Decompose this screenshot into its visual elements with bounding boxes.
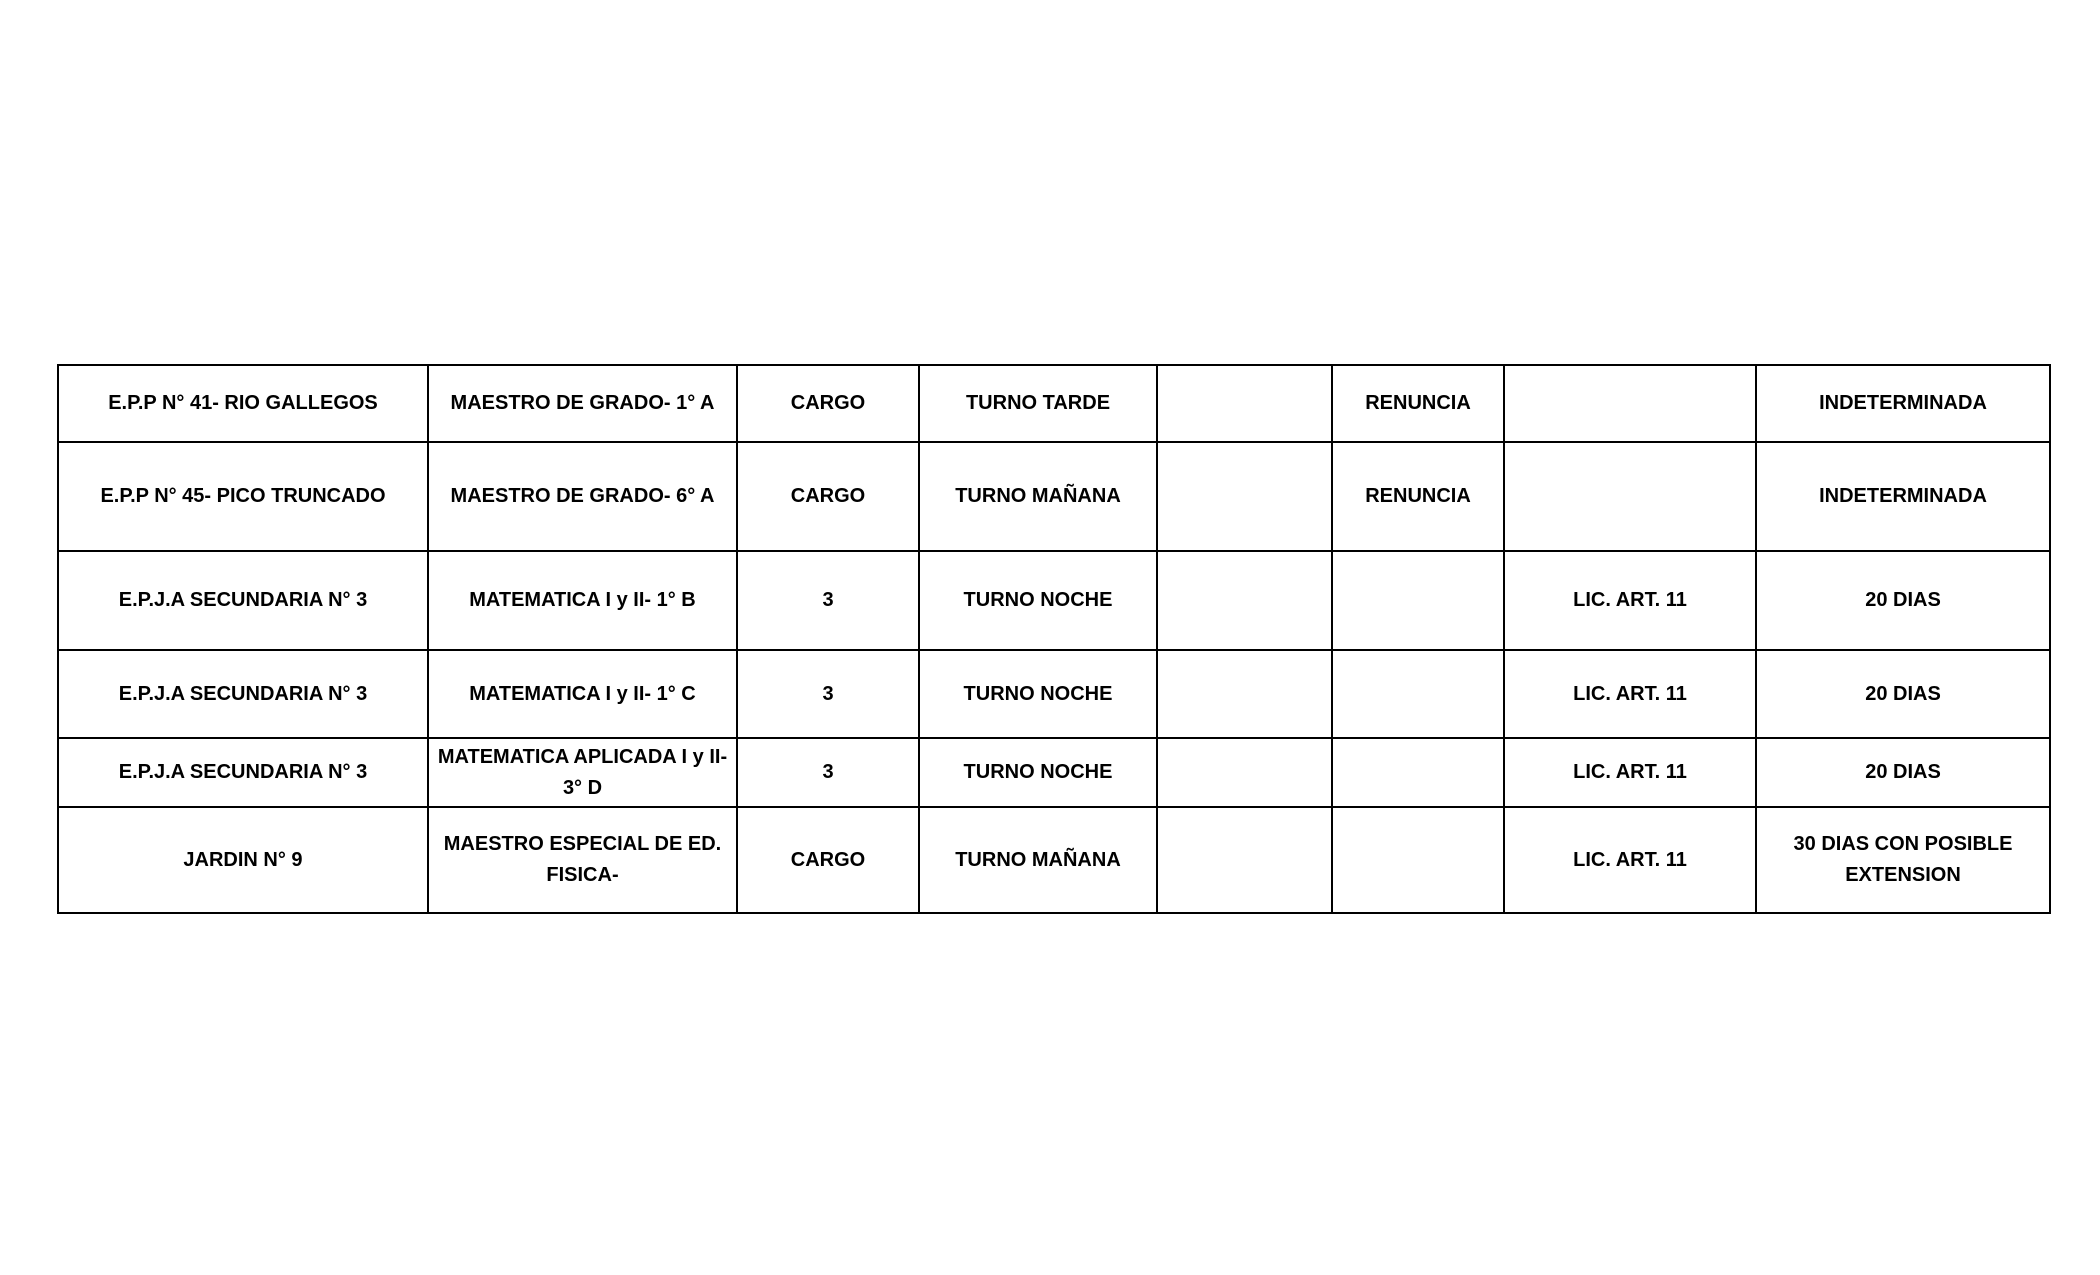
duration-cell: 20 DIAS — [1756, 738, 2050, 807]
table-row — [58, 442, 2050, 551]
leave-cell: LIC. ART. 11 — [1504, 738, 1756, 807]
empty-cell — [1157, 738, 1332, 807]
leave-cell: LIC. ART. 11 — [1504, 551, 1756, 650]
reason-cell — [1332, 551, 1504, 650]
leave-cell: LIC. ART. 11 — [1504, 807, 1756, 913]
reason-cell — [1332, 738, 1504, 807]
leave-cell: LIC. ART. 11 — [1504, 650, 1756, 738]
hours-cell: CARGO — [737, 442, 919, 551]
school-cell: E.P.P N° 41- RIO GALLEGOS — [58, 365, 428, 442]
empty-cell — [1157, 551, 1332, 650]
school-cell: E.P.J.A SECUNDARIA N° 3 — [58, 738, 428, 807]
shift-cell: TURNO MAÑANA — [919, 807, 1157, 913]
empty-cell — [1157, 365, 1332, 442]
leave-cell — [1504, 442, 1756, 551]
position-cell: MATEMATICA I y II- 1° C — [428, 650, 737, 738]
table-row — [58, 807, 2050, 913]
vacancy-table — [57, 364, 2051, 914]
position-cell: MATEMATICA APLICADA I y II- 3° D — [428, 738, 737, 807]
hours-cell: CARGO — [737, 807, 919, 913]
table-row — [58, 738, 2050, 807]
empty-cell — [1157, 650, 1332, 738]
table-row — [58, 551, 2050, 650]
school-cell: JARDIN N° 9 — [58, 807, 428, 913]
school-cell: E.P.J.A SECUNDARIA N° 3 — [58, 650, 428, 738]
position-cell: MATEMATICA I y II- 1° B — [428, 551, 737, 650]
hours-cell: 3 — [737, 551, 919, 650]
reason-cell: RENUNCIA — [1332, 442, 1504, 551]
shift-cell: TURNO NOCHE — [919, 738, 1157, 807]
duration-cell: INDETERMINADA — [1756, 365, 2050, 442]
duration-cell: 20 DIAS — [1756, 551, 2050, 650]
shift-cell: TURNO NOCHE — [919, 551, 1157, 650]
school-cell: E.P.P N° 45- PICO TRUNCADO — [58, 442, 428, 551]
shift-cell: TURNO TARDE — [919, 365, 1157, 442]
position-cell: MAESTRO DE GRADO- 1° A — [428, 365, 737, 442]
empty-cell — [1157, 807, 1332, 913]
shift-cell: TURNO MAÑANA — [919, 442, 1157, 551]
duration-cell: 20 DIAS — [1756, 650, 2050, 738]
empty-cell — [1157, 442, 1332, 551]
duration-cell: 30 DIAS CON POSIBLE EXTENSION — [1756, 807, 2050, 913]
reason-cell — [1332, 807, 1504, 913]
school-cell: E.P.J.A SECUNDARIA N° 3 — [58, 551, 428, 650]
duration-cell: INDETERMINADA — [1756, 442, 2050, 551]
leave-cell — [1504, 365, 1756, 442]
reason-cell: RENUNCIA — [1332, 365, 1504, 442]
position-cell: MAESTRO ESPECIAL DE ED. FISICA- — [428, 807, 737, 913]
shift-cell: TURNO NOCHE — [919, 650, 1157, 738]
table-row — [58, 650, 2050, 738]
reason-cell — [1332, 650, 1504, 738]
hours-cell: 3 — [737, 650, 919, 738]
hours-cell: CARGO — [737, 365, 919, 442]
hours-cell: 3 — [737, 738, 919, 807]
table-row — [58, 365, 2050, 442]
position-cell: MAESTRO DE GRADO- 6° A — [428, 442, 737, 551]
